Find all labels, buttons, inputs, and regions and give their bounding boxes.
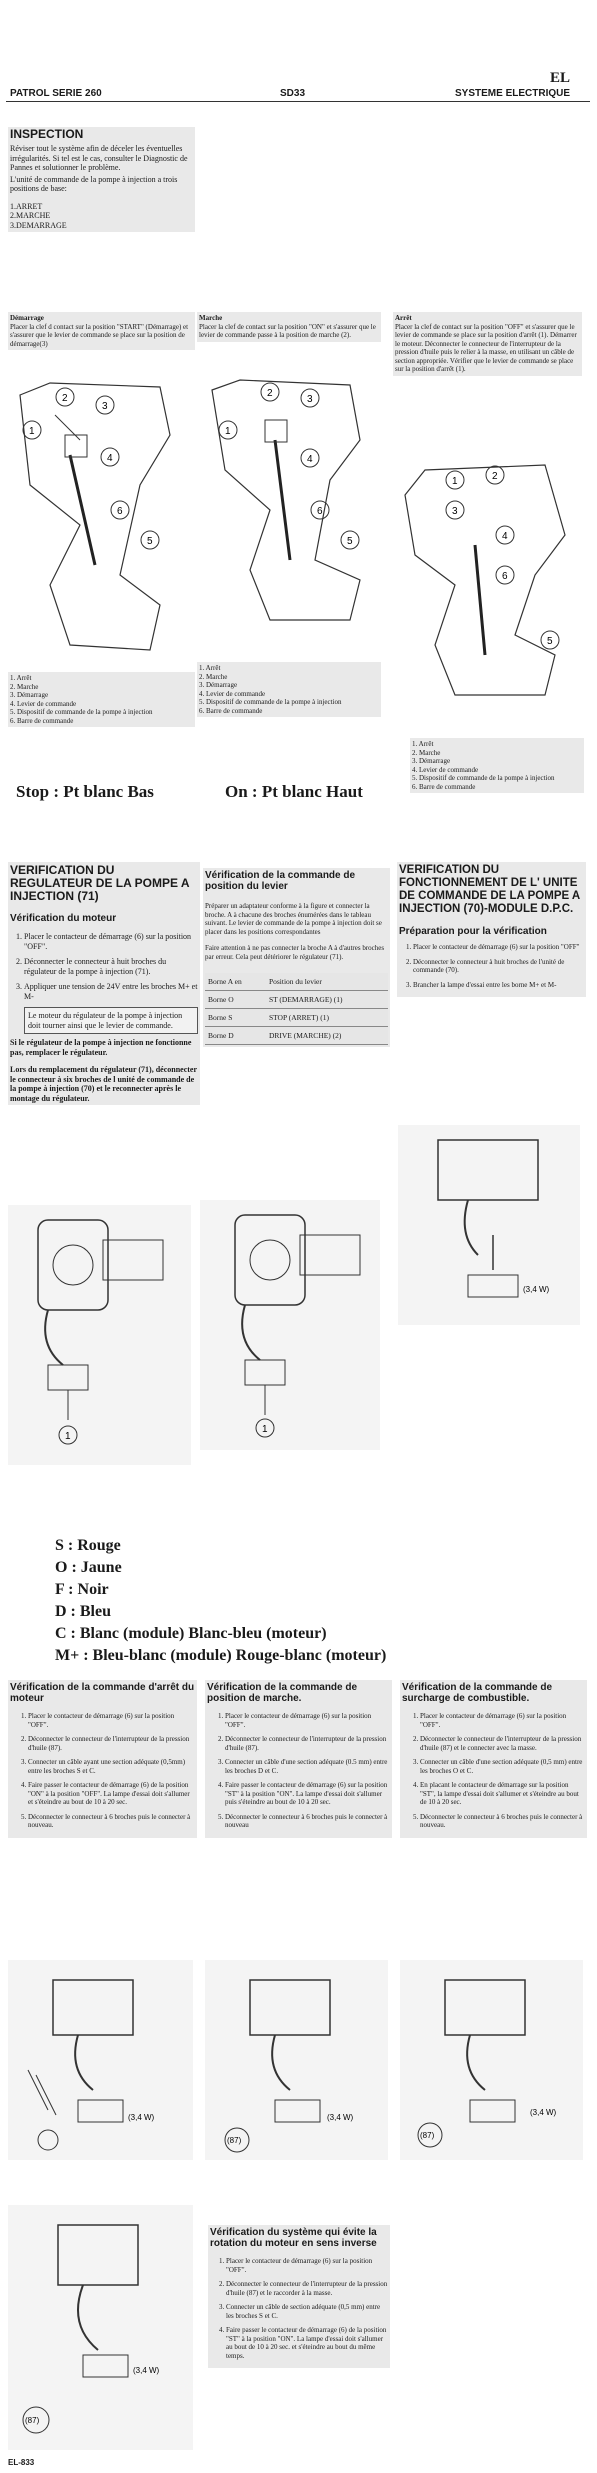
position-item: 2.MARCHE xyxy=(10,211,51,220)
pos-marche-title: Vérification de la commande de position de marche. xyxy=(207,1682,358,1704)
dpc-title: VERIFICATION DU FONCTIONNEMENT DE L' UNITE DE COMMANDE DE LA POMPE A INJECTION (70)-MODULE D.P.C. xyxy=(399,864,580,915)
position-item: 3.DEMARRAGE xyxy=(10,220,67,230)
svg-text:1: 1 xyxy=(225,426,231,437)
part-item: Démarrage xyxy=(419,757,451,765)
lamp-rating: (3,4 W) xyxy=(327,2113,354,2122)
svg-text:2: 2 xyxy=(492,471,498,482)
levier-block xyxy=(203,868,390,1047)
surcharge-step: 5. Déconnecter le connecteur à 6 broches puis le connecter à nouveau. xyxy=(420,1813,585,1830)
svg-text:6: 6 xyxy=(502,571,508,582)
pin-cell: Borne O xyxy=(205,991,266,1009)
levier-title: Vérification de la commande de position du levier xyxy=(205,870,356,892)
marche-block xyxy=(197,312,381,342)
callout-1: 1 xyxy=(65,1431,71,1442)
arret-moteur-step: 1. Placer le contacteur de démarrage (6) sur la position "OFF". xyxy=(28,1712,195,1729)
dpc-step: 1. Placer le contacteur de démarrage (6) sur la position "OFF" xyxy=(413,943,584,952)
table-row xyxy=(205,1009,388,1027)
regulator-motor-diagram-2 xyxy=(200,1200,380,1450)
dpc-subtitle: Préparation pour la vérification xyxy=(399,926,547,937)
arret-title: Arrêt xyxy=(395,314,412,322)
surcharge-step: 3. Connecter un câble d'une section adéquate (0,5 mm) entre les broches O et C. xyxy=(420,1758,585,1775)
regulateur-warning: Si le régulateur de la pompe à injection ne fonctionne pas, remplacer le régulateur. xyxy=(10,1038,192,1057)
parts-legend-3: 1. Arrêt 2. Marche 3. Démarrage 4. Levier de commande 5. Dispositif de commande de la pompe à injection 6. Barre de commande xyxy=(410,738,584,793)
position-cell: DRIVE (MARCHE) (2) xyxy=(266,1027,388,1045)
regulateur-step: 1. Placer le contacteur de démarrage (6) sur la position "OFF". xyxy=(24,932,198,951)
svg-text:5: 5 xyxy=(347,536,353,547)
wiring-diagram-inverse xyxy=(8,2205,193,2450)
inverse-step: 3. Connecter un câble de section adéquate (0,5 mm) entre les broches S et C. xyxy=(226,2303,388,2320)
svg-text:4: 4 xyxy=(107,453,113,464)
inverse-title: Vérification du système qui évite la rotation du moteur en sens inverse xyxy=(210,2227,377,2249)
legend-item: C : Blanc (module) Blanc-bleu (moteur) xyxy=(55,1625,327,1642)
regulateur-box-note: Le moteur du régulateur de la pompe à injection doit tourner ainsi que le levier de commande. xyxy=(24,1007,198,1034)
wiring-diagram-surcharge xyxy=(400,1960,583,2160)
surcharge-step: 4. En placant le contacteur de démarrage sur la position "ST", la lampe d'essai doit s'allumer et s'éteindre au bout de 10 à 20 sec. xyxy=(420,1781,585,1807)
svg-text:5: 5 xyxy=(147,536,153,547)
part-item: Démarrage xyxy=(206,681,238,689)
svg-text:3: 3 xyxy=(102,401,108,412)
svg-text:2: 2 xyxy=(62,393,68,404)
regulateur-title: VERIFICATION DU REGULATEUR DE LA POMPE A INJECTION (71) xyxy=(10,863,190,903)
arret-moteur-block xyxy=(8,1680,197,1838)
marche-title: Marche xyxy=(199,314,223,322)
inspection-paragraph-2: L'unité de commande de la pompe à injection a trois positions de base: xyxy=(10,174,178,193)
table-row xyxy=(205,1027,388,1045)
svg-text:5: 5 xyxy=(547,636,553,647)
demarrage-title: Démarrage xyxy=(10,314,44,322)
pin-cell: Borne S xyxy=(205,1009,266,1027)
levier-attention: Faire attention à ne pas connecter la broche A à d'autres broches par erreur. Cela peut détériorer le régulateur (71). xyxy=(205,944,385,961)
header-model: PATROL SERIE 260 xyxy=(10,88,102,99)
pin-cell: Borne A en xyxy=(205,973,266,991)
legend-item: O : Jaune xyxy=(55,1559,122,1576)
page-footer: EL-833 xyxy=(8,2458,35,2467)
pos-marche-block xyxy=(205,1680,392,1838)
position-item: 1.ARRET xyxy=(10,201,43,211)
legend-item: D : Bleu xyxy=(55,1603,111,1620)
part-item: Levier de commande xyxy=(419,765,479,774)
arret-moteur-step: 3. Connecter un câble ayant une section adéquate (0,5mm) entre les broches S et C. xyxy=(28,1758,195,1775)
part-item: Arrêt xyxy=(205,664,221,672)
regulateur-step: 3. Appliquer une tension de 24V entre les broches M+ et M- xyxy=(24,982,198,1001)
part-item: Marche xyxy=(419,748,441,757)
switch-87-label: (87) xyxy=(420,2131,435,2140)
pump-diagram-marche xyxy=(200,370,375,630)
levier-text: Préparer un adaptateur conforme à la figure et connecter la broche. A à chacune des broches énumérées dans le tableau suivant. Le levier de commande de la pompe à injection doit se placer dans les positions correspondantes xyxy=(205,902,382,936)
regulateur-subtitle: Vérification du moteur xyxy=(10,913,117,924)
switch-87-label: (87) xyxy=(25,2416,40,2425)
dpc-step: 2. Déconnecter le connecteur à huit broches de l'unité de commande (70). xyxy=(413,958,584,975)
svg-text:6: 6 xyxy=(317,506,323,517)
inverse-block xyxy=(208,2225,390,2368)
part-item: Levier de commande xyxy=(17,699,77,708)
inspection-title: INSPECTION xyxy=(10,127,84,141)
svg-text:2: 2 xyxy=(267,388,273,399)
arret-moteur-step: 5. Déconnecter le connecteur à 6 broches puis le connecter à nouveau. xyxy=(28,1813,195,1830)
marche-text: Placer la clef de contact sur la position "ON" et s'assurer que le levier de commande passe à la position de marche (2). xyxy=(199,322,376,339)
header-badge: EL xyxy=(550,70,571,86)
callout-1: 1 xyxy=(262,1424,268,1435)
header-section: SYSTEME ELECTRIQUE xyxy=(455,88,571,99)
table-row xyxy=(205,991,388,1009)
part-item: Dispositif de commande de la pompe à injection xyxy=(419,774,555,782)
wiring-diagram-marche xyxy=(205,1960,388,2160)
pin-cell: Borne D xyxy=(205,1027,266,1045)
svg-text:1: 1 xyxy=(29,426,35,437)
part-item: Arrêt xyxy=(16,674,32,682)
surcharge-block xyxy=(400,1680,587,1838)
regulator-motor-diagram-1 xyxy=(8,1205,191,1465)
inverse-step: 1. Placer le contacteur de démarrage (6) sur la position "OFF". xyxy=(226,2257,388,2274)
position-cell: Position du levier xyxy=(266,973,388,991)
lamp-rating: (3,4 W) xyxy=(133,2366,160,2375)
header-rule xyxy=(6,101,590,102)
legend-item: S : Rouge xyxy=(55,1537,121,1554)
pump-diagram-demarrage xyxy=(10,375,185,660)
part-item: Barre de commande xyxy=(17,716,74,725)
arret-moteur-step: 2. Déconnecter le connecteur de l'interrupteur de la pression d'huile (87). xyxy=(28,1735,195,1752)
color-legend xyxy=(55,1535,386,1667)
part-item: Marche xyxy=(17,682,39,691)
inspection-block xyxy=(8,127,195,232)
legend-item: F : Noir xyxy=(55,1581,109,1598)
arret-moteur-title: Vérification de la commande d'arrêt du moteur xyxy=(10,1682,195,1704)
pump-diagram-arret xyxy=(395,455,575,700)
wiring-diagram-arret xyxy=(8,1960,193,2160)
inverse-step: 2. Déconnecter le connecteur de l'interrupteur de la pression d'huile (87) et le raccorder à la masse. xyxy=(226,2280,388,2297)
arret-moteur-step: 4. Faire passer le contacteur de démarrage (6) de la position "ON" à la position "OFF". La lampe d'essai doit s'allumer et s'éteindre au bout de 10 à 20 sec. xyxy=(28,1781,195,1807)
arret-block xyxy=(393,312,582,376)
demarrage-block xyxy=(8,312,195,350)
part-item: Barre de commande xyxy=(206,706,263,715)
svg-text:3: 3 xyxy=(307,394,313,405)
arret-text: Placer la clef de contact sur la position "OFF" et s'assurer que le levier de commande se place sur la position d'arrêt (1). Démarrer le moteur. Déconnecter le connecteur de l'interrupteur de la pression d'huile puis le relier à la masse, en utilisant un câble de section appropriée. Vérifier que le levier de commande se place sur la position d'arrêt (1). xyxy=(395,322,577,373)
pos-marche-step: 5. Déconnecter le connecteur à 6 broches puis le connecter à nouveau xyxy=(225,1813,390,1830)
pin-table xyxy=(205,973,388,1045)
table-row xyxy=(205,973,388,991)
pos-marche-step: 2. Déconnecter le connecteur de l'interrupteur de la pression d'huile (87). xyxy=(225,1735,390,1752)
part-item: Dispositif de commande de la pompe à injection xyxy=(17,708,153,716)
dpc-test-lamp-diagram xyxy=(398,1125,580,1325)
parts-legend-2: 1. Arrêt 2. Marche 3. Démarrage 4. Levier de commande 5. Dispositif de commande de la pompe à injection 6. Barre de commande xyxy=(197,662,381,717)
lamp-rating: (3,4 W) xyxy=(128,2113,155,2122)
part-item: Arrêt xyxy=(418,740,434,748)
inverse-step: 4. Faire passer le contacteur de démarrage (6) de la position "ST" à la position "ON". La lampe d'essai doit s'allumer au bout de 10 à 20 sec. et s'éteindre au bout du même temps. xyxy=(226,2326,388,2360)
inspection-paragraph: Réviser tout le système afin de déceler les éventuelles irrégularités. Si tel est le cas, consulter le Diagnostic de Pannes et solutionner le problème. xyxy=(10,144,188,172)
caption-stop: Stop : Pt blanc Bas xyxy=(16,782,154,801)
part-item: Marche xyxy=(206,672,228,681)
lamp-rating: (3,4 W) xyxy=(530,2108,557,2117)
part-item: Démarrage xyxy=(17,691,49,699)
position-cell: STOP (ARRET) (1) xyxy=(266,1009,388,1027)
svg-text:3: 3 xyxy=(452,506,458,517)
demarrage-text: Placer la clef d contact sur la position "START" (Démarrage) et s'assurer que le levier de commande se place sur la position de démarrage(3) xyxy=(10,322,189,348)
position-cell: ST (DEMARRAGE) (1) xyxy=(266,991,388,1009)
caption-on: On : Pt blanc Haut xyxy=(225,782,363,801)
pos-marche-step: 4. Faire passer le contacteur de démarrage (6) sur la position "ST" à la position "ON". La lampe d'essai doit s'allumer puis s'éteindre au bout de 10 à 20 sec. xyxy=(225,1781,390,1807)
svg-text:4: 4 xyxy=(502,531,508,542)
pos-marche-step: 3. Connecter un câble d'une section adéquate (0.5 mm) entre les broches D et C. xyxy=(225,1758,390,1775)
regulateur-block xyxy=(8,862,200,1105)
surcharge-title: Vérification de la commande de surcharge de combustible. xyxy=(402,1682,553,1704)
switch-87-label: (87) xyxy=(227,2136,242,2145)
part-item: Dispositif de commande de la pompe à injection xyxy=(206,698,342,706)
pos-marche-step: 1. Placer le contacteur de démarrage (6) sur la position "OFF". xyxy=(225,1712,390,1729)
legend-item: M+ : Bleu-blanc (module) Rouge-blanc (moteur) xyxy=(55,1647,387,1664)
dpc-step: 3. Brancher la lampe d'essai entre les borne M+ et M- xyxy=(413,981,584,990)
surcharge-step: 1. Placer le contacteur de démarrage (6) sur la position "OFF". xyxy=(420,1712,585,1729)
dpc-block xyxy=(397,862,586,997)
lamp-rating: (3,4 W) xyxy=(523,1285,550,1294)
regulateur-step: 2. Déconnecter le connecteur à huit broches du régulateur de la pompe à injection (71). xyxy=(24,957,198,976)
surcharge-step: 2. Déconnecter le connecteur de l'interrupteur de la pression d'huile (87) et le connecter avec la masse. xyxy=(420,1735,585,1752)
part-item: Levier de commande xyxy=(206,689,266,698)
part-item: Barre de commande xyxy=(419,782,476,791)
svg-text:1: 1 xyxy=(452,476,458,487)
regulateur-note: Lors du remplacement du régulateur (71), déconnecter le connecteur à six broches de l unité de commande de la pompe à injection (70) et le reconnecter après le montage du régulateur. xyxy=(10,1065,197,1103)
header-engine: SD33 xyxy=(280,88,306,99)
svg-text:6: 6 xyxy=(117,506,123,517)
parts-legend-1: 1. Arrêt 2. Marche 3. Démarrage 4. Levier de commande 5. Dispositif de commande de la pompe à injection 6. Barre de commande xyxy=(8,672,195,727)
svg-text:4: 4 xyxy=(307,454,313,465)
